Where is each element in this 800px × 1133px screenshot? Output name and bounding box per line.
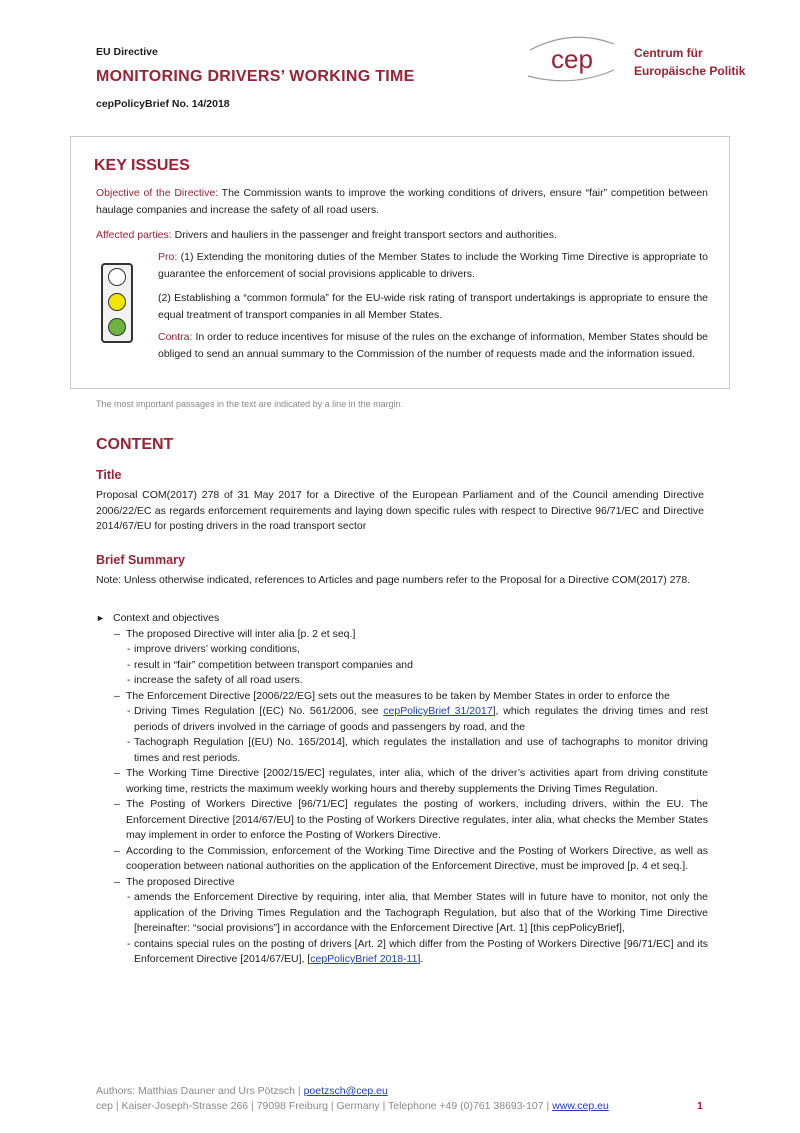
list-item: – The Posting of Workers Directive [96/71/EC] regulates the posting of workers, including drivers, within the EU. The Enforcement Directive [2014/67/EU] to the Posting of Workers Directive regulates, inter alia, what checks the Member States may implement in order to enforce the Posting of Workers Directive.	[114, 798, 708, 841]
key-issues-box	[70, 136, 730, 389]
posting-brief-link[interactable]: cepPolicyBrief 2018-11	[310, 953, 418, 965]
list-item: – The proposed Directive	[114, 875, 235, 888]
lamp-green	[108, 318, 126, 336]
document-title: MONITORING DRIVERS’ WORKING TIME	[96, 68, 415, 85]
list-item: - increase the safety of all road users.	[127, 674, 303, 686]
author-email-link[interactable]: poetzsch@cep.eu	[303, 1085, 388, 1097]
pro-1-paragraph: Pro: (1) Extending the monitoring duties of the Member States to include the Working Time Directive is appropriate to guarantee the enforcement of social provisions applicable to drivers.	[158, 251, 709, 280]
list-item: – The proposed Directive will inter alia [p. 2 et seq.]	[114, 627, 356, 640]
contra-paragraph: Contra: In order to reduce incentives for misuse of the rules on the exchange of information, Member States should be obliged to send an annual summary to the Commission of the number of requests made and the information issued.	[158, 331, 709, 360]
list-item: - Tachograph Regulation [(EU) No. 165/2014], which regulates the installation and use of tachographs to monitor driving times and rest periods.	[127, 736, 708, 764]
footer-authors: Authors: Matthias Dauner and Urs Pötzsch | poetzsch@cep.eu	[96, 1085, 388, 1097]
list-item: ► Context and objectives	[96, 612, 220, 624]
summary-note: Note: Unless otherwise indicated, references to Articles and page numbers refer to the Proposal for a Directive COM(2017) 278.	[96, 574, 691, 586]
summary-heading: Brief Summary	[96, 553, 185, 567]
list-item: - result in “fair” competition between transport companies and	[127, 658, 413, 671]
logo-wordmark: cep	[551, 44, 593, 74]
affected-parties-paragraph: Affected parties: Drivers and hauliers in the passenger and freight transport sectors and authorities.	[96, 229, 557, 241]
lamp-yellow	[108, 293, 126, 311]
list-item: – The Enforcement Directive [2006/22/EG] sets out the measures to be taken by Member States in order to enforce the	[114, 689, 670, 702]
lamp-white	[108, 268, 126, 286]
summary-list	[96, 611, 708, 968]
list-item: - amends the Enforcement Directive by requiring, inter alia, that Member States will in future have to monitor, not only the application of the Driving Times Regulation and the Tachograph Regulation, but also that of the Working Time Directive [hereinafter: “social provisions”] in accordance with the Enforcement Directive [Art. 1] [this cepPolicyBrief],	[127, 891, 708, 934]
title-heading: Title	[96, 468, 122, 482]
document-category: EU Directive	[96, 46, 158, 58]
key-issues-heading: KEY ISSUES	[94, 157, 190, 174]
driving-times-brief-link[interactable]: cepPolicyBrief 31/2017	[383, 705, 493, 717]
footer-address: cep | Kaiser-Joseph-Strasse 266 | 79098 Freiburg | Germany | Telephone +49 (0)761 38693-107 | www.cep.eu	[96, 1100, 609, 1112]
list-item: - Driving Times Regulation [(EC) No. 561/2006, see cepPolicyBrief 31/2017], which regulates the driving times and rest periods of drivers involved in the carriage of goods and passengers by road, and the	[127, 705, 708, 733]
objective-paragraph: Objective of the Directive: The Commission wants to improve the working conditions of drivers, ensure “fair” competition between haulage companies and increase the safety of all road users.	[96, 187, 709, 216]
brief-number: cepPolicyBrief No. 14/2018	[96, 98, 230, 110]
cep-logo-mark	[522, 30, 622, 86]
proposal-title: Proposal COM(2017) 278 of 31 May 2017 for a Directive of the European Parliament and of the Council amending Directive 2006/22/EC as regards enforcement requirements and laying down specific rules with respect to Directive 96/71/EC and Directive 2014/67/EU for posting drivers in the road transport sector	[96, 489, 704, 532]
logo-tagline: Centrum für Europäische Politik	[634, 46, 746, 78]
list-item: – The Working Time Directive [2002/15/EC] regulates, inter alia, which of the driver’s activities apart from driving constitute working time, restricts the maximum weekly working hours and thereby supplements the Driving Times Regulation.	[114, 767, 708, 795]
content-heading: CONTENT	[96, 436, 174, 453]
traffic-light-icon	[101, 263, 133, 343]
list-item: – According to the Commission, enforcement of the Working Time Directive and the Posting of Workers Directive, as well as cooperation between national authorities on the application of the Enforcement Directive, must be improved [p. 4 et seq.].	[114, 844, 708, 872]
pro-2-paragraph: (2) Establishing a “common formula” for the EU-wide risk rating of transport undertakings is appropriate to ensure the equal treatment of transport companies in all Member States.	[158, 292, 708, 321]
list-item: - contains special rules on the posting of drivers [Art. 2] which differ from the Posting of Workers Directive [96/71/EC] and its Enforcement Directive [2014/67/EU], [cepPolicyBrief 2018-11].	[127, 937, 708, 965]
page-number: 1	[697, 1100, 703, 1112]
margin-note: The most important passages in the text are indicated by a line in the margin.	[96, 399, 404, 409]
website-link[interactable]: www.cep.eu	[552, 1100, 609, 1112]
cep-logo	[522, 30, 762, 86]
list-item: - improve drivers’ working conditions,	[127, 643, 300, 655]
